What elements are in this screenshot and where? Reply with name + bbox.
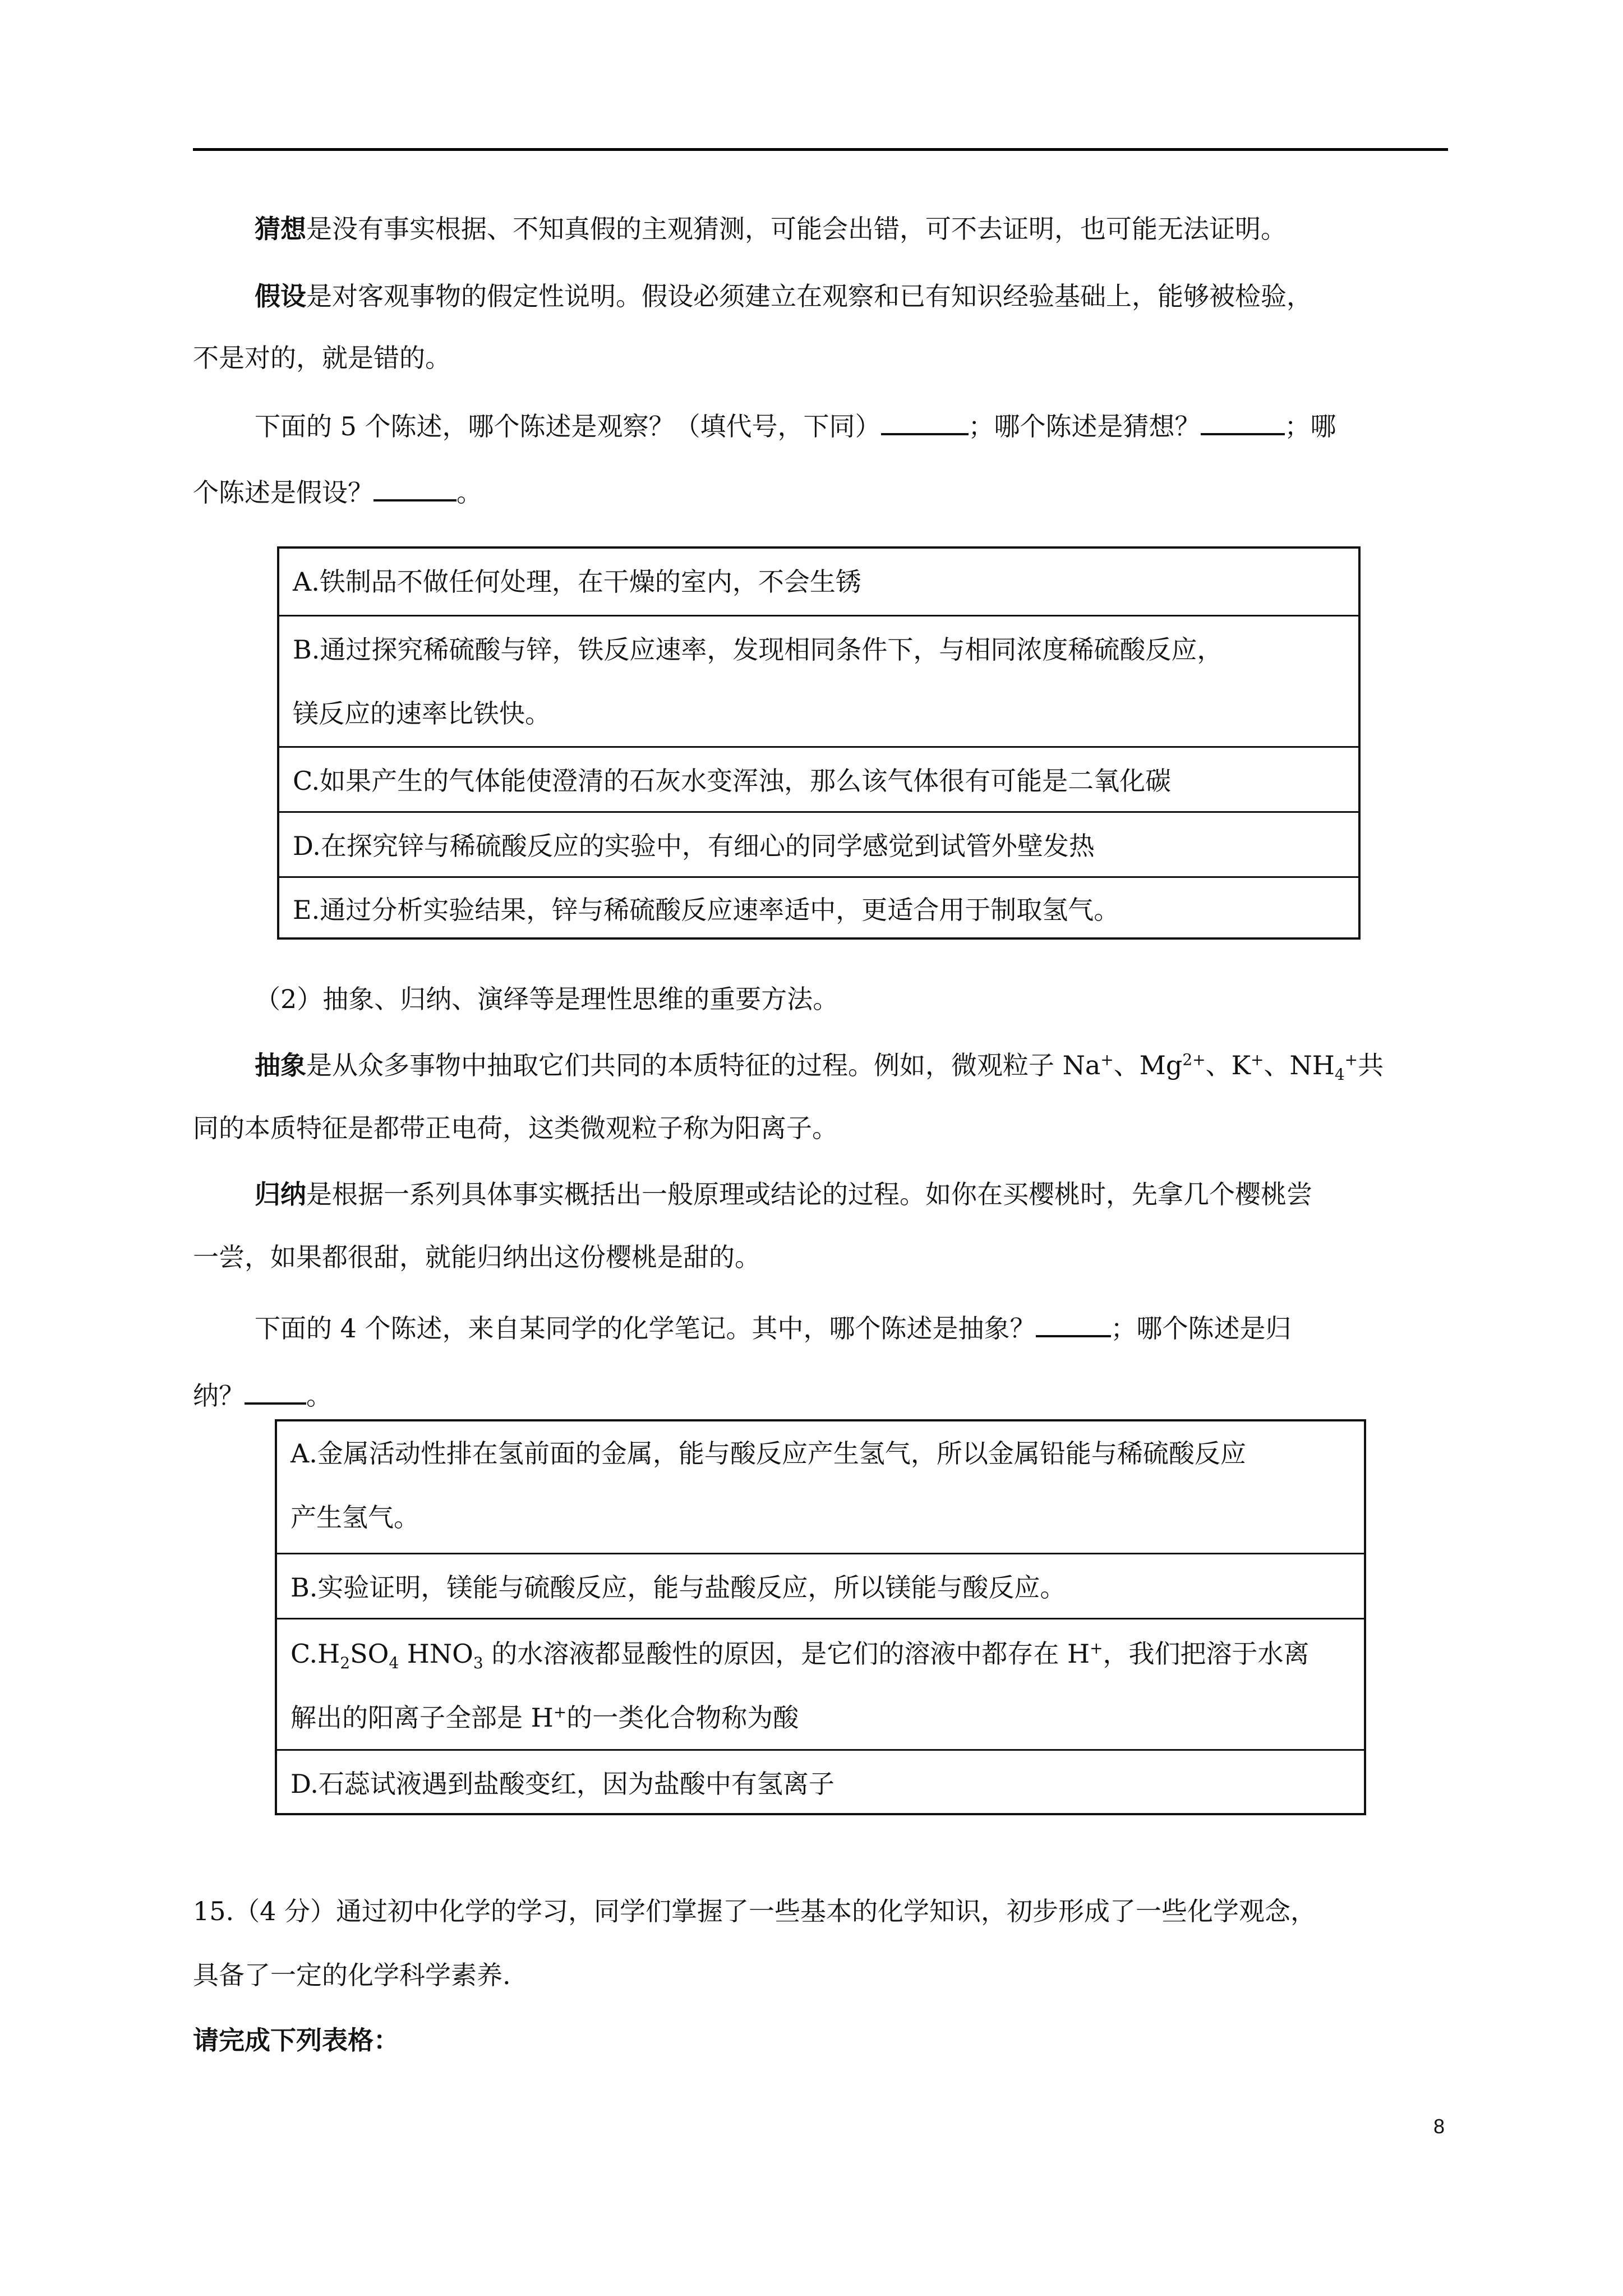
- note-a-line2: 产生氢气。: [291, 1502, 419, 1533]
- page-number: 8: [1433, 2115, 1445, 2138]
- conjecture-term: 猜想: [255, 214, 306, 244]
- hypothesis-term: 假设: [255, 281, 306, 311]
- statement-b-line2: 镁反应的速率比铁快。: [293, 698, 551, 729]
- table-row: [279, 746, 1358, 811]
- note-c-line1: [291, 1639, 1310, 1673]
- table-row: [279, 615, 1358, 746]
- answer-blank-induction[interactable]: [245, 1378, 306, 1405]
- table-row: [279, 811, 1358, 876]
- h-charge: +: [553, 1703, 567, 1722]
- k-charge: +: [1250, 1050, 1264, 1069]
- table-row: [279, 876, 1358, 940]
- mg-charge: 2+: [1182, 1050, 1206, 1069]
- answer-blank-observation[interactable]: [881, 408, 969, 435]
- statement-b-line1: B.通过探究稀硫酸与锌，铁反应速率，发现相同条件下，与相同浓度稀硫酸反应，: [293, 634, 1223, 665]
- question15-line2: 具备了一定的化学科学素养.: [193, 1960, 511, 1990]
- question1-text-d: 个陈述是假设？: [193, 477, 374, 508]
- hypothesis-line1: 是对客观事物的假定性说明。假设必须建立在观察和已有知识经验基础上，能够被检验，: [306, 281, 1312, 311]
- formula-hno: HNO: [399, 1639, 473, 1669]
- conjecture-text: 是没有事实根据、不知真假的主观猜测，可能会出错，可不去证明，也可能无法证明。: [306, 214, 1287, 244]
- question15-instruction: 请完成下列表格：: [193, 2025, 399, 2055]
- header-rule: [193, 148, 1448, 151]
- answer-blank-abstraction[interactable]: [1036, 1310, 1111, 1337]
- abstraction-paragraph: [255, 1050, 1384, 1084]
- statement-c: C.如果产生的气体能使澄清的石灰水变浑浊，那么该气体很有可能是二氧化碳: [293, 766, 1172, 796]
- statement-e: E.通过分析实验结果，锌与稀硫酸反应速率适中，更适合用于制取氢气。: [293, 895, 1120, 925]
- abstraction-text-b: 共: [1358, 1050, 1384, 1080]
- question1-text-a: 下面的 5 个陈述，哪个陈述是观察？（填代号，下同）: [255, 411, 881, 441]
- na-charge: +: [1100, 1050, 1114, 1069]
- formula-sub: 4: [389, 1654, 399, 1673]
- question2-text-a: 下面的 4 个陈述，来自某同学的化学笔记。其中，哪个陈述是抽象？: [255, 1313, 1036, 1343]
- part2-heading: （2）抽象、归纳、演绎等是理性思维的重要方法。: [255, 984, 839, 1014]
- hypothesis-line2: 不是对的，就是错的。: [193, 343, 451, 373]
- note-b: B.实验证明，镁能与硫酸反应，能与盐酸反应，所以镁能与酸反应。: [291, 1572, 1066, 1603]
- question1-line2: [193, 475, 482, 508]
- formula-h: C.H: [291, 1639, 340, 1669]
- nh4-subscript: 4: [1334, 1065, 1345, 1084]
- table-row: [277, 1749, 1364, 1815]
- table-row: [277, 1421, 1364, 1553]
- statement-a: A.铁制品不做任何处理，在干燥的室内，不会生锈: [293, 567, 861, 597]
- question1-text-e: 。: [457, 477, 482, 508]
- note-a-line1: A.金属活动性排在氢前面的金属，能与酸反应产生氢气，所以金属铅能与稀硫酸反应: [291, 1438, 1246, 1469]
- question15-line1: 15.（4 分）通过初中化学的学习，同学们掌握了一些基本的化学知识，初步形成了一些化学观念，: [193, 1896, 1317, 1926]
- note-c-text: 的水溶液都显酸性的原因，是它们的溶液中都存在 H: [483, 1639, 1090, 1669]
- note-c-text: 解出的阳离子全部是 H: [291, 1703, 554, 1733]
- conjecture-paragraph: [255, 216, 1287, 242]
- formula-sub: 3: [473, 1654, 483, 1673]
- question2-line1: [255, 1310, 1292, 1341]
- question2-line2: [193, 1378, 332, 1409]
- induction-line2: 一尝，如果都很甜，就能归纳出这份樱桃是甜的。: [193, 1242, 760, 1272]
- formula-sub: 2: [340, 1654, 351, 1673]
- abstraction-sep1: 、Mg: [1113, 1050, 1183, 1080]
- note-d: D.石蕊试液遇到盐酸变红，因为盐酸中有氢离子: [291, 1769, 834, 1799]
- answer-blank-hypothesis[interactable]: [374, 475, 457, 501]
- hypothesis-paragraph: [255, 283, 1312, 309]
- abstraction-text-a: 是从众多事物中抽取它们共同的本质特征的过程。例如，微观粒子 Na: [306, 1050, 1101, 1080]
- note-c-text: 的一类化合物称为酸: [566, 1703, 799, 1733]
- note-c-line2: [291, 1705, 799, 1731]
- abstraction-line2: 同的本质特征是都带正电荷，这类微观粒子称为阳离子。: [193, 1113, 838, 1143]
- formula-so: SO: [350, 1639, 389, 1669]
- answer-blank-conjecture[interactable]: [1201, 408, 1285, 435]
- question2-text-b: ；哪个陈述是归: [1110, 1313, 1292, 1343]
- induction-line1: 是根据一系列具体事实概括出一般原理或结论的过程。如你在买樱桃时，先拿几个樱桃尝: [306, 1179, 1312, 1209]
- abstraction-sep2: 、K: [1205, 1050, 1251, 1080]
- statements-table-2: [275, 1419, 1366, 1815]
- abstraction-term: 抽象: [255, 1050, 306, 1080]
- question1-line1: [255, 408, 1336, 439]
- question2-text-d: 。: [306, 1381, 332, 1411]
- question2-text-c: 纳？: [193, 1381, 245, 1411]
- question1-text-b: ；哪个陈述是猜想？: [968, 411, 1201, 441]
- table-row: [277, 1553, 1364, 1618]
- table-row: [279, 549, 1358, 615]
- induction-term: 归纳: [255, 1179, 306, 1209]
- statement-d: D.在探究锌与稀硫酸反应的实验中，有细心的同学感觉到试管外壁发热: [293, 831, 1095, 861]
- statements-table-1: [277, 546, 1361, 940]
- table-row: [277, 1618, 1364, 1749]
- h-charge: +: [1090, 1639, 1103, 1658]
- nh4-charge: +: [1344, 1050, 1358, 1069]
- abstraction-sep3: 、NH: [1264, 1050, 1335, 1080]
- induction-paragraph: [255, 1181, 1312, 1207]
- question1-text-c: ；哪: [1284, 411, 1336, 441]
- note-c-text: ，我们把溶于水离: [1103, 1639, 1310, 1669]
